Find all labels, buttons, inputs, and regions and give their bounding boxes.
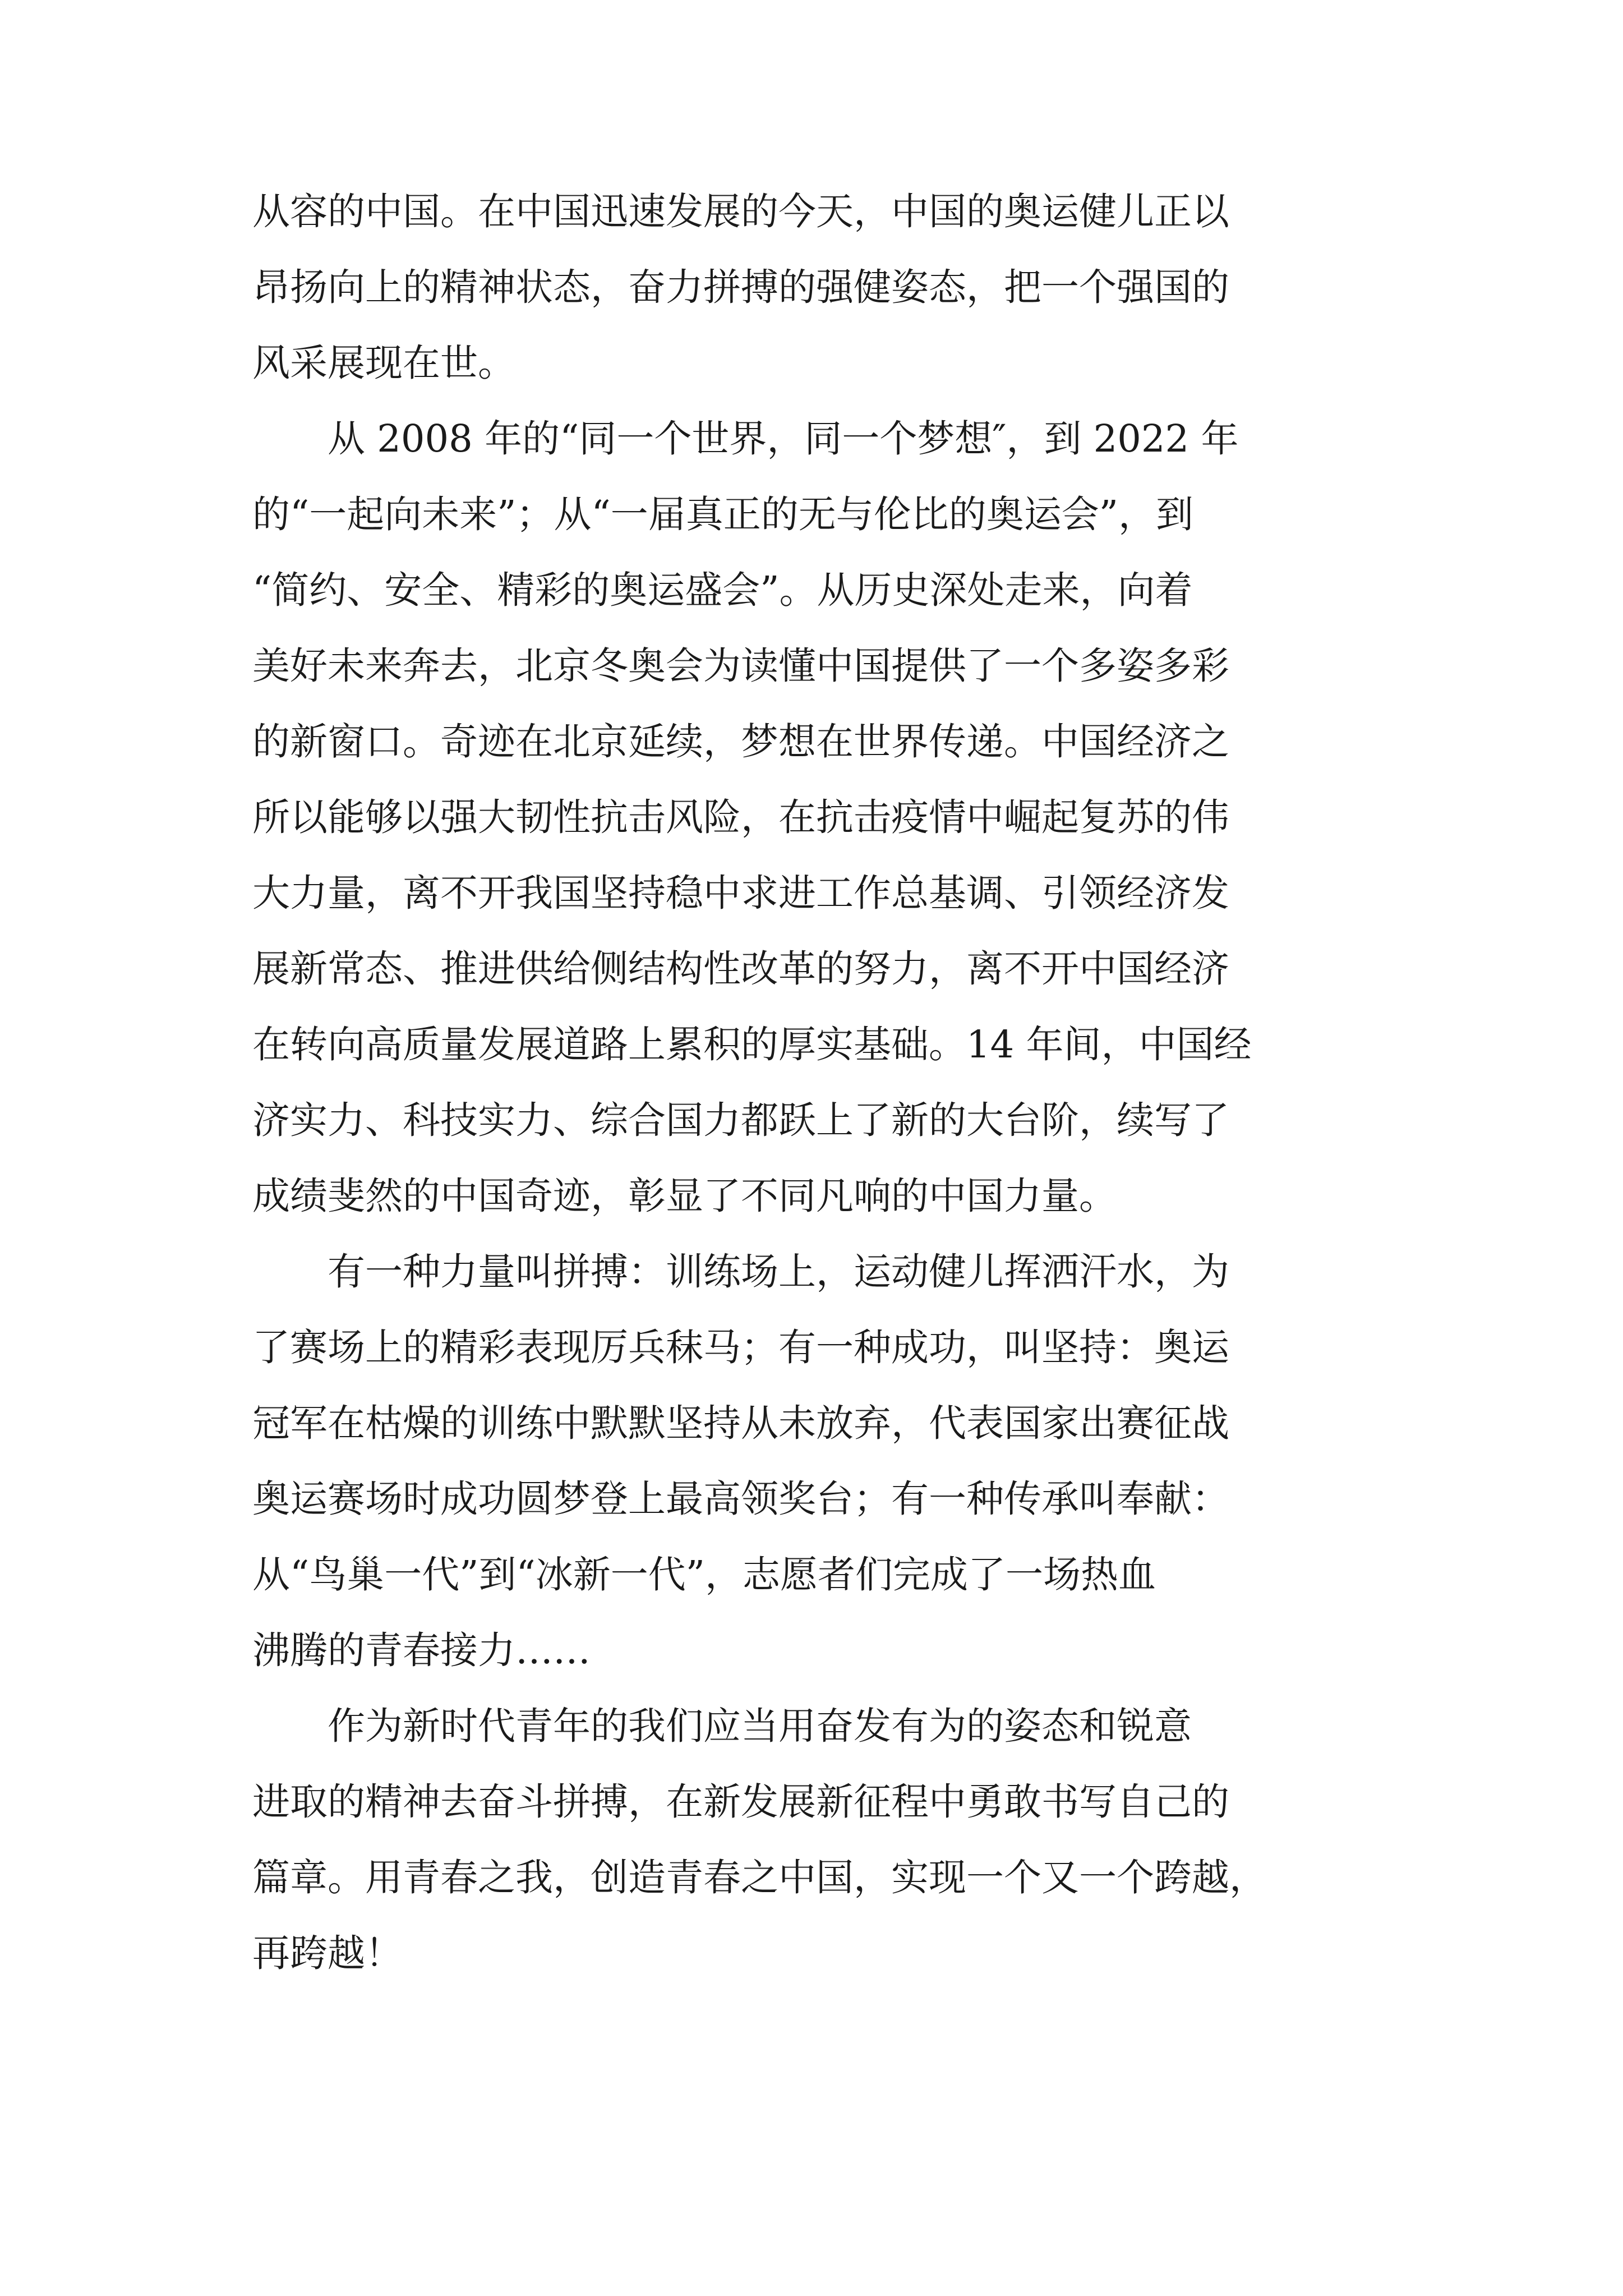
body-text xyxy=(252,174,1380,1991)
text-line: 成绩斐然的中国奇迹，彰显了不同凡响的中国力量。 xyxy=(252,1174,1117,1218)
text-line: 展新常态、推进供给侧结构性改革的努力，离不开中国经济 xyxy=(252,947,1229,991)
text-line: 从容的中国。在中国迅速发展的今天，中国的奥运健儿正以 xyxy=(252,190,1229,233)
text-line: 再跨越！ xyxy=(252,1931,403,1975)
text-line: 风采展现在世。 xyxy=(252,341,515,385)
text-line: 有一种力量叫拼搏：训练场上，运动健儿挥洒汗水，为 xyxy=(252,1250,1229,1294)
text-line: 沸腾的青春接力…… xyxy=(252,1628,591,1672)
text-line: 所以能够以强大韧性抗击风险，在抗击疫情中崛起复苏的伟 xyxy=(252,795,1229,839)
text-line: 篇章。用青春之我，创造青春之中国，实现一个又一个跨越， xyxy=(252,1856,1267,1899)
text-line: 在转向高质量发展道路上累积的厚实基础。14 年间，中国经 xyxy=(252,1023,1252,1066)
text-line: 济实力、科技实力、综合国力都跃上了新的大台阶，续写了 xyxy=(252,1098,1229,1142)
text-line: 美好未来奔去，北京冬奥会为读懂中国提供了一个多姿多彩 xyxy=(252,644,1229,688)
text-line: 进取的精神去奋斗拼搏，在新发展新征程中勇敢书写自己的 xyxy=(252,1780,1229,1824)
text-line: 从 2008 年的“同一个世界，同一个梦想″，到 2022 年 xyxy=(252,417,1239,461)
text-line: 了赛场上的精彩表现厉兵秣马；有一种成功，叫坚持：奥运 xyxy=(252,1326,1229,1369)
text-line: 的“一起向未来”；从“一届真正的无与伦比的奥运会”，到 xyxy=(252,493,1194,536)
text-line: 从“鸟巢一代”到“冰新一代”，志愿者们完成了一场热血 xyxy=(252,1553,1156,1596)
text-line: 昂扬向上的精神状态，奋力拼搏的强健姿态，把一个强国的 xyxy=(252,265,1229,309)
text-line: 大力量，离不开我国坚持稳中求进工作总基调、引领经济发 xyxy=(252,871,1229,915)
text-line: 奥运赛场时成功圆梦登上最高领奖台；有一种传承叫奉献： xyxy=(252,1477,1229,1521)
text-line: 冠军在枯燥的训练中默默坚持从未放弃，代表国家出赛征战 xyxy=(252,1401,1229,1445)
text-line: 的新窗口。奇迹在北京延续，梦想在世界传递。中国经济之 xyxy=(252,720,1229,763)
text-line: 作为新时代青年的我们应当用奋发有为的姿态和锐意 xyxy=(252,1704,1192,1748)
text-line: “简约、安全、精彩的奥运盛会”。从历史深处走来，向着 xyxy=(252,568,1193,612)
